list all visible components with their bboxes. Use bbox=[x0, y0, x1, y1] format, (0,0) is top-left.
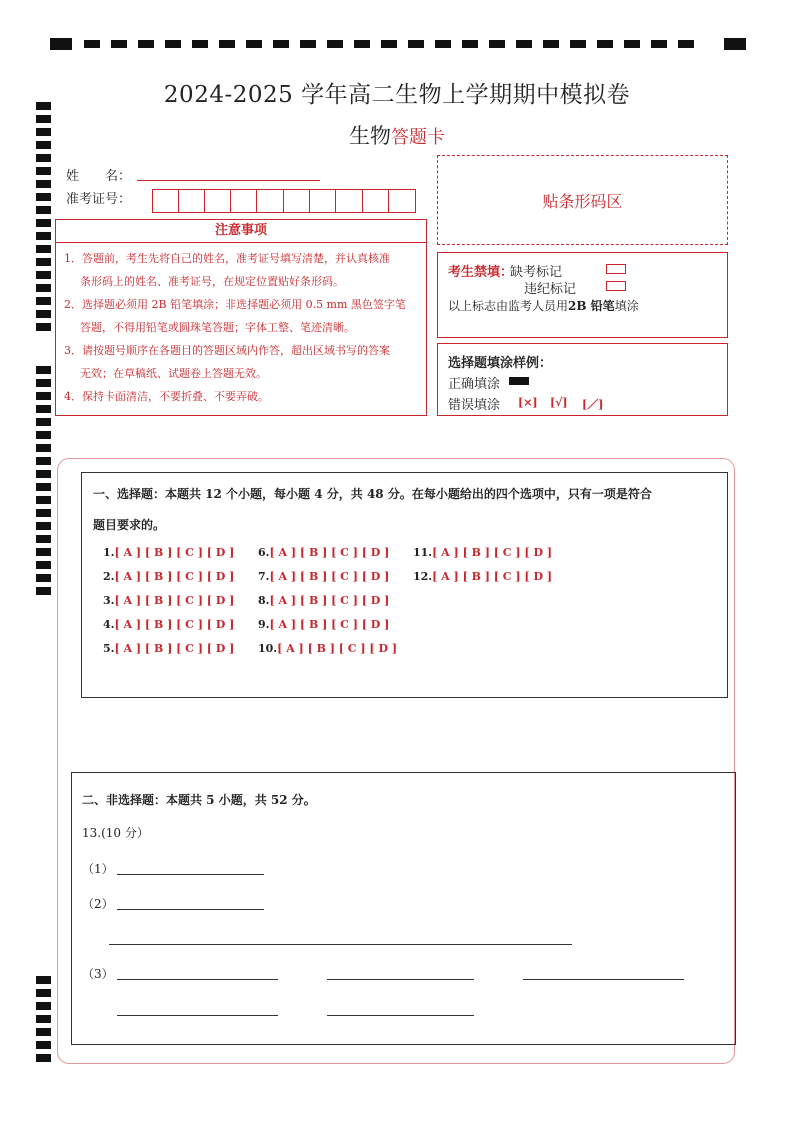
wrong-fill-label: 错误填涂 bbox=[448, 398, 501, 413]
choice-question-9[interactable] bbox=[258, 618, 389, 631]
wrong-mark-check: [√] bbox=[550, 396, 568, 409]
question-number: 6. bbox=[258, 546, 270, 559]
option-bubbles[interactable]: [ A ] [ B ] [ C ] [ D ] bbox=[269, 618, 390, 631]
barcode-label: 贴条形码区 bbox=[542, 191, 623, 211]
wrong-mark-x: [×] bbox=[518, 396, 538, 409]
proctor-marks-box bbox=[437, 252, 728, 338]
absent-mark-box[interactable] bbox=[606, 264, 626, 274]
question-number: 3. bbox=[103, 594, 115, 607]
choice-question-8[interactable] bbox=[258, 594, 389, 607]
fill-example-title: 选择题填涂样例： bbox=[448, 356, 553, 371]
id-label: 准考证号： bbox=[66, 192, 132, 207]
proctor-note-prefix: 以上标志由监考人员用 bbox=[448, 299, 569, 313]
question-number: 4. bbox=[103, 618, 115, 631]
question-number: 9. bbox=[258, 618, 270, 631]
option-bubbles[interactable]: [ A ] [ B ] [ C ] [ D ] bbox=[114, 618, 235, 631]
question-number: 2. bbox=[103, 570, 115, 583]
proctor-note-suffix: 填涂 bbox=[614, 299, 639, 313]
subject-label: 生物 bbox=[349, 124, 391, 148]
exam-title: 2024-2025 学年高二生物上学期期中模拟卷 bbox=[163, 82, 631, 108]
note-line: 1．答题前，考生先将自己的姓名，准考证号填写清楚，并认真核准 bbox=[64, 252, 390, 265]
option-bubbles[interactable]: [ A ] [ B ] [ C ] [ D ] bbox=[269, 594, 390, 607]
choice-question-11[interactable] bbox=[413, 546, 552, 559]
option-bubbles[interactable]: [ A ] [ B ] [ C ] [ D ] bbox=[269, 546, 390, 559]
question-number: 10. bbox=[258, 642, 278, 655]
question-number: 7. bbox=[258, 570, 270, 583]
option-bubbles[interactable]: [ A ] [ B ] [ C ] [ D ] bbox=[432, 546, 553, 559]
part-2-label: （2） bbox=[82, 897, 114, 911]
card-title bbox=[0, 120, 794, 150]
note-line: 无效；在草稿纸、试题卷上答题无效。 bbox=[80, 367, 267, 380]
answer-line-2b[interactable] bbox=[109, 944, 572, 945]
correct-fill-mark bbox=[509, 377, 529, 385]
option-bubbles[interactable]: [ A ] [ B ] [ C ] [ D ] bbox=[277, 642, 398, 655]
barcode-area bbox=[437, 155, 728, 245]
question-number: 1. bbox=[103, 546, 115, 559]
proctor-note bbox=[448, 297, 639, 314]
answer-line-3b[interactable] bbox=[327, 979, 474, 980]
correct-fill-label: 正确填涂 bbox=[448, 377, 501, 392]
section1-intro-cont: 题目要求的。 bbox=[93, 518, 166, 532]
fill-example-box bbox=[437, 343, 728, 416]
option-bubbles[interactable]: [ A ] [ B ] [ C ] [ D ] bbox=[114, 570, 235, 583]
choice-question-3[interactable] bbox=[103, 594, 234, 607]
choice-question-6[interactable] bbox=[258, 546, 389, 559]
notes-title: 注意事项 bbox=[56, 220, 426, 243]
answer-line-3e[interactable] bbox=[327, 1015, 474, 1016]
answer-line-3d[interactable] bbox=[117, 1015, 278, 1016]
answer-line-2[interactable] bbox=[117, 909, 264, 910]
section2-intro: 二、非选择题：本题共 5 小题，共 52 分。 bbox=[82, 793, 316, 807]
note-line: 2．选择题必须用 2B 铅笔填涂；非选择题必须用 0.5 mm 黑色签字笔 bbox=[64, 298, 406, 311]
option-bubbles[interactable]: [ A ] [ B ] [ C ] [ D ] bbox=[114, 546, 235, 559]
choice-question-12[interactable] bbox=[413, 570, 552, 583]
question-number: 8. bbox=[258, 594, 270, 607]
note-line: 条形码上的姓名、准考证号，在规定位置贴好条形码。 bbox=[80, 275, 344, 288]
choice-question-4[interactable] bbox=[103, 618, 234, 631]
notes-box bbox=[55, 219, 427, 416]
section1-intro: 一、选择题：本题共 12 个小题，每小题 4 分，共 48 分。在每小题给出的四个选项中，只有一项是符合 bbox=[93, 487, 652, 501]
part-1-label: （1） bbox=[82, 862, 114, 876]
name-label: 姓 名： bbox=[66, 169, 132, 184]
choice-question-7[interactable] bbox=[258, 570, 389, 583]
wrong-mark-slash: [／] bbox=[582, 398, 604, 411]
absent-label: 缺考标记 bbox=[510, 265, 563, 280]
proctor-note-bold: 2B 铅笔 bbox=[568, 299, 615, 313]
top-timing-marks bbox=[50, 38, 746, 50]
part-3-label: （3） bbox=[82, 967, 114, 981]
note-line: 3．请按题号顺序在各题目的答题区域内作答，超出区域书写的答案 bbox=[64, 344, 390, 357]
question-number: 12. bbox=[413, 570, 433, 583]
forbidden-label: 考生禁填： bbox=[448, 265, 514, 280]
answer-card-label: 答题卡 bbox=[391, 127, 445, 148]
violation-label: 违纪标记 bbox=[524, 282, 577, 297]
option-bubbles[interactable]: [ A ] [ B ] [ C ] [ D ] bbox=[432, 570, 553, 583]
choice-question-2[interactable] bbox=[103, 570, 234, 583]
violation-mark-box[interactable] bbox=[606, 281, 626, 291]
section-choice-box bbox=[81, 472, 728, 698]
option-bubbles[interactable]: [ A ] [ B ] [ C ] [ D ] bbox=[114, 594, 235, 607]
option-bubbles[interactable]: [ A ] [ B ] [ C ] [ D ] bbox=[269, 570, 390, 583]
choice-question-10[interactable] bbox=[258, 642, 397, 655]
answer-line-1[interactable] bbox=[117, 874, 264, 875]
question-13-label: 13.(10 分） bbox=[82, 826, 149, 840]
choice-question-5[interactable] bbox=[103, 642, 234, 655]
question-number: 5. bbox=[103, 642, 115, 655]
answer-line-3a[interactable] bbox=[117, 979, 278, 980]
note-line: 4．保持卡面清洁，不要折叠、不要弄破。 bbox=[64, 390, 269, 403]
choice-question-1[interactable] bbox=[103, 546, 234, 559]
note-line: 答题，不得用铅笔或圆珠笔答题；字体工整、笔迹清晰。 bbox=[80, 321, 355, 334]
option-bubbles[interactable]: [ A ] [ B ] [ C ] [ D ] bbox=[114, 642, 235, 655]
question-number: 11. bbox=[413, 546, 433, 559]
name-field[interactable] bbox=[137, 166, 320, 181]
answer-line-3c[interactable] bbox=[523, 979, 684, 980]
